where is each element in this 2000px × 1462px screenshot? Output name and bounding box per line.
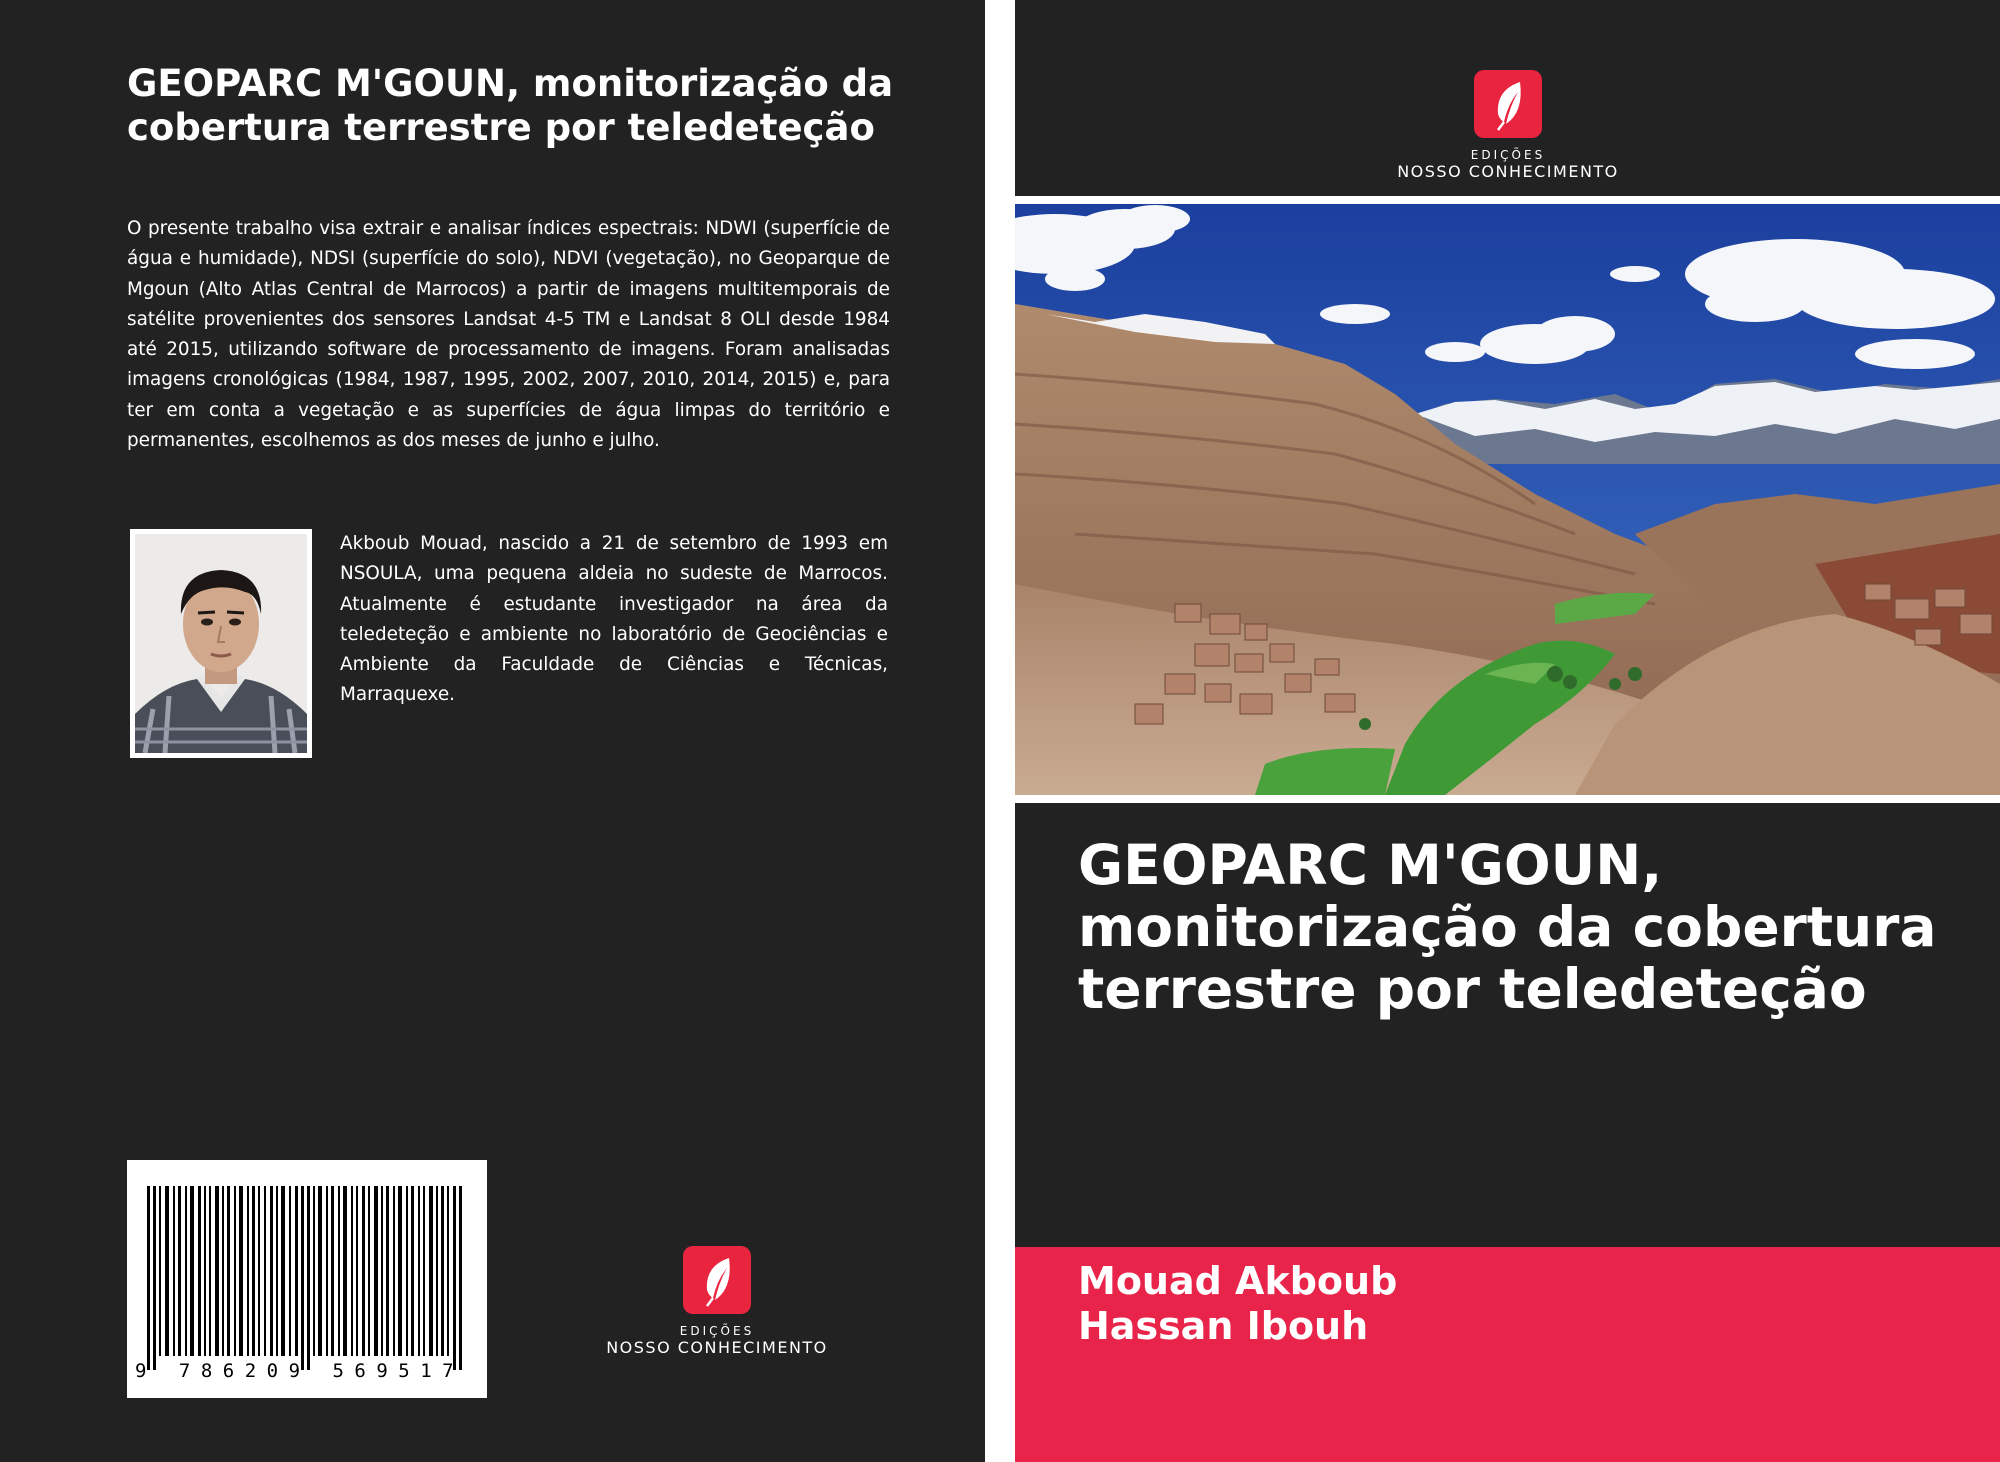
back-cover-title: GEOPARC M'GOUN, monitorização da cobertura terrestre por teledeteção bbox=[127, 62, 894, 149]
author-name-1: Mouad Akboub bbox=[1078, 1259, 1398, 1303]
cover-rule-top bbox=[1015, 196, 2000, 204]
publisher-logo-front bbox=[1360, 70, 1656, 182]
author-portrait-image bbox=[135, 534, 307, 753]
feather-icon bbox=[1474, 70, 1542, 138]
cover-rule-bottom bbox=[1015, 795, 2000, 803]
isbn-barcode bbox=[127, 1160, 487, 1398]
publisher-line2: NOSSO CONHECIMENTO bbox=[606, 1338, 828, 1357]
abstract-text: O presente trabalho visa extrair e analisar índices espectrais: NDWI (superfície de água e humidade), NDSI (superfície do solo), NDVI (vegetação), no Geoparque de Mgoun (Alto Atlas Central de Marrocos) a partir de imagens multitemporais de satélite provenientes dos sensores Landsat 4-5 TM e Landsat 8 OLI desde 1984 até 2015, utilizando software de processamento de imagens. Foram analisadas imagens cronológicas (1984, 1987, 1995, 2002, 2007, 2010, 2014, 2015) e, para ter em conta a vegetação e as superfícies de água limpas do território e permanentes, escolhemos as dos meses de junho e julho. bbox=[127, 218, 890, 452]
front-cover-title: GEOPARC M'GOUN, monitorização da cobertura terrestre por teledeteção bbox=[1078, 833, 1937, 1021]
publisher-line1: EDIÇÕES bbox=[679, 1324, 755, 1338]
feather-icon bbox=[683, 1246, 751, 1314]
author-photo bbox=[130, 529, 312, 758]
cover-landscape-photo bbox=[1015, 204, 2000, 795]
author-name-2: Hassan Ibouh bbox=[1078, 1304, 1369, 1348]
isbn-number: 9 786209 569517 bbox=[135, 1360, 465, 1382]
publisher-logo-back bbox=[592, 1246, 842, 1358]
mountain-landscape-image bbox=[1015, 204, 2000, 795]
author-bio-text: Akboub Mouad, nascido a 21 de setembro de 1993 em NSOULA, uma pequena aldeia no sudeste de Marrocos. Atualmente é estudante investigador na área da teledeteção e ambiente no laboratório de Geociências e Ambiente da Faculdade de Ciências e Técnicas, Marraquexe. bbox=[340, 533, 888, 706]
back-cover bbox=[0, 0, 985, 1462]
publisher-line2: NOSSO CONHECIMENTO bbox=[1397, 162, 1619, 181]
publisher-line1: EDIÇÕES bbox=[1470, 148, 1546, 162]
spine bbox=[985, 0, 1015, 1462]
